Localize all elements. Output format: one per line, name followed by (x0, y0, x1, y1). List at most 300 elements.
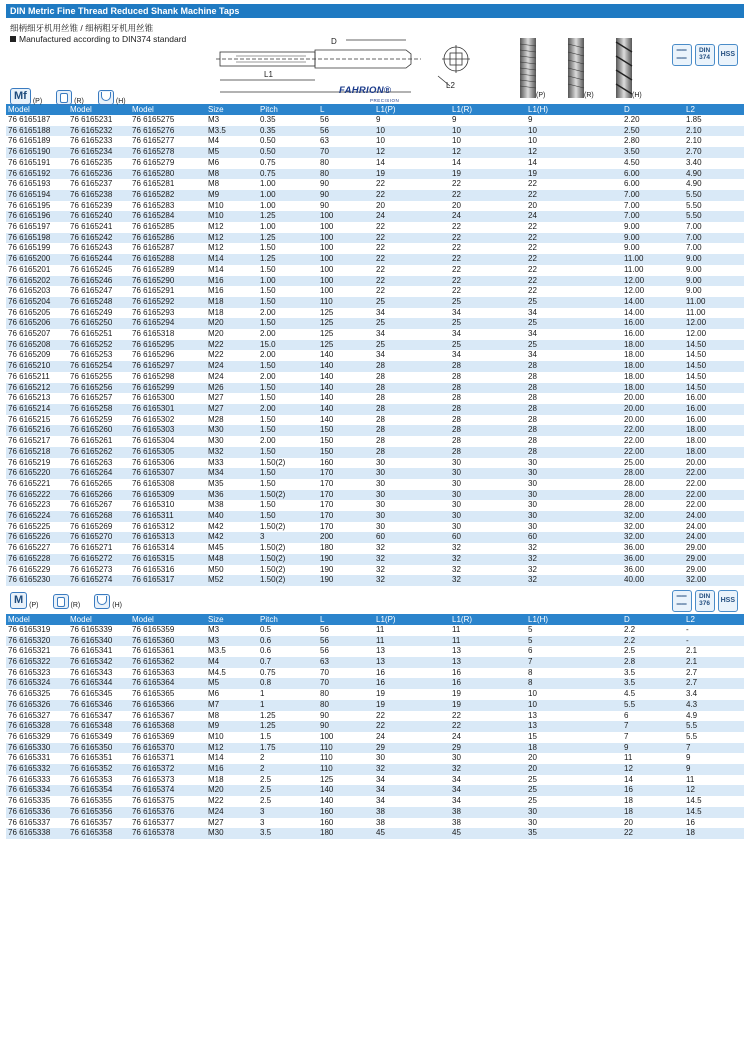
table-cell: M4 (206, 657, 258, 668)
table-row (6, 243, 744, 254)
table-cell: 22 (450, 276, 526, 287)
table-cell: 76 6165317 (130, 575, 206, 586)
type-r-label-2: (R) (70, 601, 81, 609)
table-cell: 22 (526, 243, 622, 254)
table-cell: 34 (450, 775, 526, 786)
table-cell: 32 (526, 543, 622, 554)
table-cell: 63 (318, 657, 374, 668)
table-cell: 76 6165292 (130, 297, 206, 308)
thread-code-m: M (10, 592, 27, 609)
table-cell: 1.5 (258, 732, 318, 743)
table-row (6, 436, 744, 447)
table-row (6, 201, 744, 212)
table-cell: 45 (374, 828, 450, 839)
table-cell: 170 (318, 490, 374, 501)
table-cell: 4.90 (684, 169, 744, 180)
table-cell: 34 (374, 329, 450, 340)
table-row (6, 700, 744, 711)
table-row (6, 522, 744, 533)
table-cell: 28 (526, 404, 622, 415)
table-cell: 25 (374, 340, 450, 351)
table-cell: 1.50 (258, 297, 318, 308)
table-cell: 76 6165282 (130, 190, 206, 201)
table-cell: 76 6165311 (130, 511, 206, 522)
table-row (6, 711, 744, 722)
column-header: D (624, 614, 630, 624)
table-cell: 11 (450, 636, 526, 647)
din-badge (695, 44, 715, 66)
table-cell: 32 (374, 764, 450, 775)
table-cell: 76 6165300 (130, 393, 206, 404)
table-cell: 80 (318, 158, 374, 169)
catalog-page (6, 4, 744, 839)
table-cell: 25 (374, 297, 450, 308)
table-cell: 0.50 (258, 136, 318, 147)
table-cell: 19 (526, 169, 622, 180)
table-cell: 28 (526, 393, 622, 404)
table-cell: 76 6165263 (68, 458, 130, 469)
table-cell: 16.00 (684, 393, 744, 404)
table-cell: 76 6165244 (68, 254, 130, 265)
column-header: L1(P) (376, 105, 396, 114)
table-cell: 25 (450, 340, 526, 351)
table-row (6, 646, 744, 657)
table-cell: 76 6165320 (6, 636, 68, 647)
table-cell: 13 (526, 721, 622, 732)
table-row (6, 211, 744, 222)
table-cell: 19 (450, 700, 526, 711)
table-cell: 76 6165367 (130, 711, 206, 722)
table-cell: 22 (450, 233, 526, 244)
table-cell: M34 (206, 468, 258, 479)
table-row (6, 732, 744, 743)
table-cell: 30 (374, 500, 450, 511)
hss-badge-2: HSS (718, 590, 738, 612)
table-cell: 76 6165346 (68, 700, 130, 711)
table-row (6, 169, 744, 180)
brand-mark: ® (383, 85, 392, 96)
table-cell: 30 (526, 511, 622, 522)
table-cell: M24 (206, 372, 258, 383)
table-cell: 1.25 (258, 711, 318, 722)
table-cell: 76 6165242 (68, 233, 130, 244)
table-cell: 2.20 (622, 115, 684, 126)
table-cell: 10 (526, 700, 622, 711)
table-cell: 9 (684, 764, 744, 775)
table-cell: 1.50 (258, 425, 318, 436)
table-row (6, 383, 744, 394)
table-cell: M27 (206, 404, 258, 415)
table-cell: 22 (450, 721, 526, 732)
table-row (6, 458, 744, 469)
type-r (56, 90, 84, 105)
table-cell: 76 6165344 (68, 678, 130, 689)
table-cell: 30 (374, 490, 450, 501)
table-cell: M20 (206, 329, 258, 340)
table-cell: 15.0 (258, 340, 318, 351)
table-cell: M18 (206, 775, 258, 786)
table-cell: 11.00 (684, 308, 744, 319)
table-row (6, 500, 744, 511)
subtitle-chinese: 细柄细牙机用丝锥 / 细柄粗牙机用丝锥 (10, 23, 154, 33)
table-cell: 1.50 (258, 511, 318, 522)
table-cell: 22 (526, 286, 622, 297)
table-cell: 125 (318, 318, 374, 329)
table-cell: 28.00 (622, 500, 684, 511)
table-cell: 1.25 (258, 233, 318, 244)
column-header: L2 (686, 105, 695, 114)
table-cell: 76 6165303 (130, 425, 206, 436)
table-cell: 22 (374, 721, 450, 732)
table-cell: 1.00 (258, 190, 318, 201)
table-cell: 70 (318, 678, 374, 689)
standard-badges-1 (672, 44, 738, 66)
table-cell: 13 (374, 646, 450, 657)
table-cell: 28 (374, 393, 450, 404)
table-cell: 3.40 (684, 158, 744, 169)
table-cell: M8 (206, 711, 258, 722)
table-cell: 13 (450, 646, 526, 657)
table-cell: 32 (374, 543, 450, 554)
table-cell: 2.80 (622, 136, 684, 147)
table-row (6, 415, 744, 426)
table-row (6, 807, 744, 818)
table-row (6, 393, 744, 404)
table-cell: 28.00 (622, 490, 684, 501)
table-cell: 8 (526, 668, 622, 679)
table-cell: 25.00 (622, 458, 684, 469)
table-cell: 76 6165227 (6, 543, 68, 554)
table-cell: 100 (318, 222, 374, 233)
table-cell: 76 6165291 (130, 286, 206, 297)
table-cell: 100 (318, 265, 374, 276)
table-cell: 76 6165301 (130, 404, 206, 415)
table-cell: 76 6165211 (6, 372, 68, 383)
table-cell: 6 (526, 646, 622, 657)
table-cell: 30 (526, 458, 622, 469)
table-cell: 76 6165361 (130, 646, 206, 657)
table-cell: 28 (526, 372, 622, 383)
table-row (6, 372, 744, 383)
table-cell: 1.50(2) (258, 490, 318, 501)
table-cell: 76 6165319 (6, 625, 68, 636)
table-cell: 2.5 (622, 646, 684, 657)
table-cell: 76 6165232 (68, 126, 130, 137)
table-cell: 22 (374, 276, 450, 287)
table-cell: 1.50 (258, 447, 318, 458)
table-cell: 18 (684, 828, 744, 839)
table-cell: 7.00 (684, 243, 744, 254)
brand-sub: PRECISION (370, 98, 400, 103)
table-cell: 28 (450, 425, 526, 436)
table-cell: 1.00 (258, 276, 318, 287)
table-cell: 76 6165237 (68, 179, 130, 190)
table-row (6, 764, 744, 775)
table-cell: 0.7 (258, 657, 318, 668)
table-cell: 28 (526, 425, 622, 436)
table-cell: 190 (318, 554, 374, 565)
table-cell: 110 (318, 297, 374, 308)
table-cell: M3 (206, 115, 258, 126)
table-cell: 76 6165230 (6, 575, 68, 586)
table-cell: 18.00 (622, 372, 684, 383)
table-cell: 24 (450, 732, 526, 743)
table-cell: 28 (374, 361, 450, 372)
table-cell: 2.5 (258, 775, 318, 786)
column-header: L1(H) (528, 105, 549, 114)
table-cell: 5.5 (622, 700, 684, 711)
table-row (6, 318, 744, 329)
table-cell: 22 (374, 190, 450, 201)
table-cell: 76 6165316 (130, 565, 206, 576)
type-h-label: (H) (115, 98, 126, 105)
table-cell: 76 6165279 (130, 158, 206, 169)
table-cell: 76 6165307 (130, 468, 206, 479)
table-cell: 76 6165210 (6, 361, 68, 372)
table-cell: 5.50 (684, 211, 744, 222)
table-cell: 25 (450, 318, 526, 329)
table-cell: 29.00 (684, 543, 744, 554)
table-cell: 18.00 (622, 361, 684, 372)
brand-logo (339, 85, 391, 96)
table-cell: 24 (526, 211, 622, 222)
table-cell: 76 6165355 (68, 796, 130, 807)
table-cell: 76 6165188 (6, 126, 68, 137)
table-cell: 1.50 (258, 479, 318, 490)
table-cell: 2.00 (258, 329, 318, 340)
table-cell: 4.9 (684, 711, 744, 722)
table-cell: M16 (206, 764, 258, 775)
table-cell: 28 (450, 372, 526, 383)
table-cell: 76 6165201 (6, 265, 68, 276)
table-cell: 90 (318, 190, 374, 201)
table-cell: 76 6165257 (68, 393, 130, 404)
table-cell: 76 6165218 (6, 447, 68, 458)
table-cell: 76 6165333 (6, 775, 68, 786)
din-badge-2 (695, 590, 715, 612)
table-cell: 2.2 (622, 625, 684, 636)
table-cell: 7.00 (622, 190, 684, 201)
table-cell: 76 6165241 (68, 222, 130, 233)
hss-badge: HSS (718, 44, 738, 66)
table-row (6, 126, 744, 137)
table-cell: 16 (684, 818, 744, 829)
table-cell: 76 6165255 (68, 372, 130, 383)
table-cell: 1.50(2) (258, 522, 318, 533)
table-cell: 76 6165276 (130, 126, 206, 137)
table-row (6, 657, 744, 668)
tap-label-p: (P) (536, 92, 546, 99)
table-cell: 76 6165352 (68, 764, 130, 775)
column-header: D (624, 105, 630, 114)
table-cell: 76 6165327 (6, 711, 68, 722)
table-row (6, 532, 744, 543)
dim-d-label: D (331, 37, 337, 46)
table-cell: 19 (374, 689, 450, 700)
table-cell: 1.50 (258, 393, 318, 404)
table-cell: 76 6165207 (6, 329, 68, 340)
table-cell: 56 (318, 646, 374, 657)
table-cell: 76 6165338 (6, 828, 68, 839)
table-cell: 76 6165206 (6, 318, 68, 329)
table-cell: 30 (374, 458, 450, 469)
table-cell: 170 (318, 522, 374, 533)
table-cell: 22 (374, 286, 450, 297)
table-cell: 76 6165359 (130, 625, 206, 636)
table-row (6, 190, 744, 201)
table-cell: 76 6165247 (68, 286, 130, 297)
table-cell: 25 (526, 785, 622, 796)
table-cell: 24 (374, 211, 450, 222)
table-cell: 76 6165239 (68, 201, 130, 212)
table-cell: 30 (526, 522, 622, 533)
table-cell: 28 (374, 404, 450, 415)
table-cell: 76 6165273 (68, 565, 130, 576)
table-cell: - (684, 625, 744, 636)
table-cell: 76 6165222 (6, 490, 68, 501)
table-cell: 76 6165253 (68, 350, 130, 361)
table-cell: 30 (450, 490, 526, 501)
table-cell: M16 (206, 286, 258, 297)
table-cell: 28 (526, 447, 622, 458)
table-cell: 140 (318, 415, 374, 426)
table-row (6, 147, 744, 158)
table-cell: M26 (206, 383, 258, 394)
table-cell: 56 (318, 636, 374, 647)
table-cell: 76 6165225 (6, 522, 68, 533)
table-cell: 76 6165200 (6, 254, 68, 265)
table-row (6, 818, 744, 829)
table-cell: 28 (450, 447, 526, 458)
table-cell: 7 (622, 732, 684, 743)
table-cell: 1.50 (258, 383, 318, 394)
table-cell: 18.00 (684, 425, 744, 436)
table-cell: 76 6165272 (68, 554, 130, 565)
table-cell: 76 6165269 (68, 522, 130, 533)
table-row (6, 361, 744, 372)
table-row (6, 775, 744, 786)
column-header: Model (132, 614, 154, 624)
table-cell: 0.6 (258, 646, 318, 657)
table-cell: 18.00 (622, 340, 684, 351)
table-cell: 12 (622, 764, 684, 775)
table-cell: 22 (450, 222, 526, 233)
mf-taps-table-body (6, 115, 744, 586)
table-cell: 2.50 (622, 126, 684, 137)
table-cell: 76 6165298 (130, 372, 206, 383)
table-cell: 14.50 (684, 372, 744, 383)
table-cell: 76 6165194 (6, 190, 68, 201)
table-cell: 200 (318, 532, 374, 543)
tap-straight-flute (520, 38, 536, 98)
table-cell: 3.5 (622, 668, 684, 679)
table-cell: 9 (374, 115, 450, 126)
standard-badges-2 (672, 590, 738, 612)
table-cell: 1.25 (258, 211, 318, 222)
table-cell: 160 (318, 807, 374, 818)
table-cell: 2.7 (684, 668, 744, 679)
table-cell: 76 6165261 (68, 436, 130, 447)
table-cell: 76 6165262 (68, 447, 130, 458)
table-cell: 76 6165287 (130, 243, 206, 254)
table-cell: 76 6165233 (68, 136, 130, 147)
table-cell: M42 (206, 522, 258, 533)
table-cell: 2.10 (684, 136, 744, 147)
table-cell: 76 6165228 (6, 554, 68, 565)
table-cell: 5 (526, 625, 622, 636)
table-cell: 14 (450, 158, 526, 169)
table-cell: 76 6165356 (68, 807, 130, 818)
column-header: L1(R) (452, 105, 473, 114)
table-cell: 76 6165216 (6, 425, 68, 436)
table-cell: M28 (206, 415, 258, 426)
type-r-2 (53, 594, 81, 609)
table-cell: 0.5 (258, 625, 318, 636)
table-cell: 34 (526, 350, 622, 361)
table-cell: 34 (374, 785, 450, 796)
table-cell: 20 (622, 818, 684, 829)
table-cell: 76 6165189 (6, 136, 68, 147)
table-cell: 32.00 (622, 511, 684, 522)
table-cell: 6 (622, 711, 684, 722)
table-cell: 76 6165351 (68, 753, 130, 764)
table-cell: M32 (206, 447, 258, 458)
table-cell: M9 (206, 721, 258, 732)
type-r-label: (R) (74, 98, 84, 105)
table-cell: 76 6165326 (6, 700, 68, 711)
table-cell: 32.00 (622, 522, 684, 533)
table-cell: 90 (318, 721, 374, 732)
table-cell: 76 6165278 (130, 147, 206, 158)
table-cell: 20.00 (622, 415, 684, 426)
type-p-2 (10, 592, 39, 609)
table-row (6, 329, 744, 340)
table-cell: 20 (450, 201, 526, 212)
table-cell: 3 (258, 807, 318, 818)
table-cell: 19 (450, 169, 526, 180)
table-row (6, 233, 744, 244)
table-cell: 76 6165280 (130, 169, 206, 180)
table-cell: 76 6165339 (68, 625, 130, 636)
table-cell: 24.00 (684, 532, 744, 543)
column-header: Model (70, 614, 92, 624)
table-cell: 140 (318, 393, 374, 404)
table-cell: 76 6165284 (130, 211, 206, 222)
table-cell: 100 (318, 276, 374, 287)
table-cell: 30 (374, 522, 450, 533)
table-cell: 5.5 (684, 732, 744, 743)
table-cell: M4 (206, 136, 258, 147)
table-cell: 9 (526, 115, 622, 126)
table-cell: 76 6165295 (130, 340, 206, 351)
table-row (6, 636, 744, 647)
table-cell: 4.5 (622, 689, 684, 700)
table-cell: 16 (450, 678, 526, 689)
table-cell: M30 (206, 828, 258, 839)
table-cell: 76 6165258 (68, 404, 130, 415)
table-cell: M14 (206, 254, 258, 265)
table-cell: 1.50(2) (258, 554, 318, 565)
table-cell: 76 6165323 (6, 668, 68, 679)
table-cell: 22 (374, 711, 450, 722)
table-cell: 30 (450, 458, 526, 469)
table-cell: M12 (206, 233, 258, 244)
table-cell: M5 (206, 147, 258, 158)
table-cell: 76 6165209 (6, 350, 68, 361)
table-cell: 150 (318, 425, 374, 436)
table-cell: 1.50(2) (258, 565, 318, 576)
table-cell: 2.00 (258, 350, 318, 361)
